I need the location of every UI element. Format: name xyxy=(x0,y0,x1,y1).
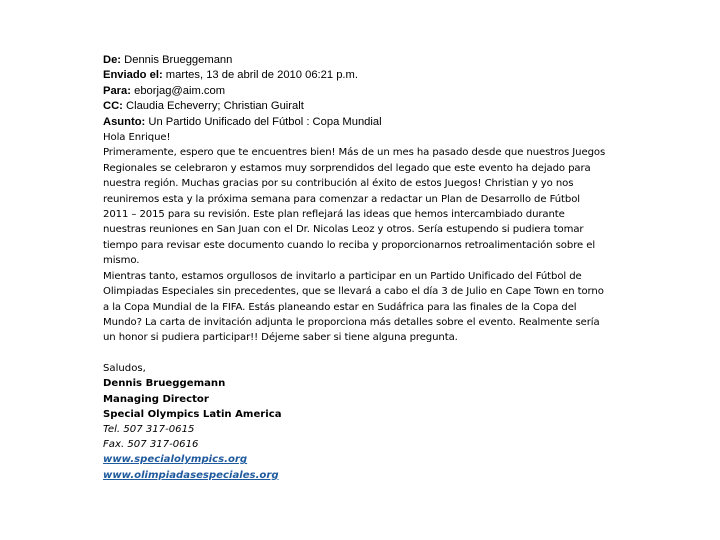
cc-label: CC: xyxy=(103,100,123,113)
email-signature xyxy=(103,361,608,483)
email-message xyxy=(103,53,608,483)
cc-value: Claudia Echeverry; Christian Guiralt xyxy=(126,100,304,113)
closing: Saludos, xyxy=(103,363,146,375)
email-header xyxy=(103,53,608,130)
to-line xyxy=(103,84,608,99)
body-paragraph-1: Primeramente, espero que te encuentres bien! Más de un mes ha pasado desde que nuestros Juegos Regionales se celebraron y estamos muy sorprendidos del legado que este evento ha dejado para nuestra región. Muchas gracias por su contribución al éxito de estos Juegos! Christian y yo nos reuniremos esta y la próxima semana para comenzar a redactar un Plan de Desarrollo de Fútbol 2011 – 2015 para su revisión. Este plan reflejará las ideas que hemos intercambiado durante nuestras reuniones en San Juan con el Dr. Nicolas Leoz y otros. Sería estupendo si pudiera tomar tiempo para revisar este documento cuando lo reciba y proporcionarnos retroalimentación sobre el mismo. xyxy=(103,147,606,267)
signature-fax: Fax. 507 317-0616 xyxy=(103,439,199,451)
subject-label: Asunto: xyxy=(103,115,146,128)
from-label: De: xyxy=(103,54,122,66)
to-label: Para: xyxy=(103,84,131,97)
from-line xyxy=(103,53,608,68)
email-body xyxy=(103,130,608,346)
sent-line xyxy=(103,68,608,83)
to-value: eborjag@aim.com xyxy=(134,84,226,97)
subject-value: Un Partido Unificado del Fútbol : Copa Mundial xyxy=(148,115,382,128)
sent-label: Enviado el: xyxy=(103,69,163,82)
signature-tel: Tel. 507 317-0615 xyxy=(103,423,195,435)
signature-organization: Special Olympics Latin America xyxy=(103,408,282,420)
signature-title: Managing Director xyxy=(103,393,209,405)
from-value: Dennis Brueggemann xyxy=(124,54,233,66)
spacer xyxy=(103,346,608,361)
olimpiadas-especiales-link[interactable]: www.olimpiadasespeciales.org xyxy=(103,469,279,481)
greeting: Hola Enrique! xyxy=(103,132,171,144)
cc-line xyxy=(103,99,608,114)
sent-value: martes, 13 de abril de 2010 06:21 p.m. xyxy=(165,69,358,82)
special-olympics-link[interactable]: www.specialolympics.org xyxy=(103,454,248,466)
body-paragraph-2: Mientras tanto, estamos orgullosos de invitarlo a participar en un Partido Unificado del Fútbol de Olimpiadas Especiales sin precedentes, que se llevará a cabo el día 3 de Julio en Cape Town en torno a la Copa Mundial de la FIFA. Estás planeando estar en Sudáfrica para las finales de la Copa del Mundo? La carta de invitación adjunta le proporciona más detalles sobre el evento. Realmente sería un honor si pudiera participar!! Déjeme saber si tiene alguna pregunta. xyxy=(103,270,604,344)
signature-name: Dennis Brueggemann xyxy=(103,378,226,390)
subject-line xyxy=(103,115,608,130)
